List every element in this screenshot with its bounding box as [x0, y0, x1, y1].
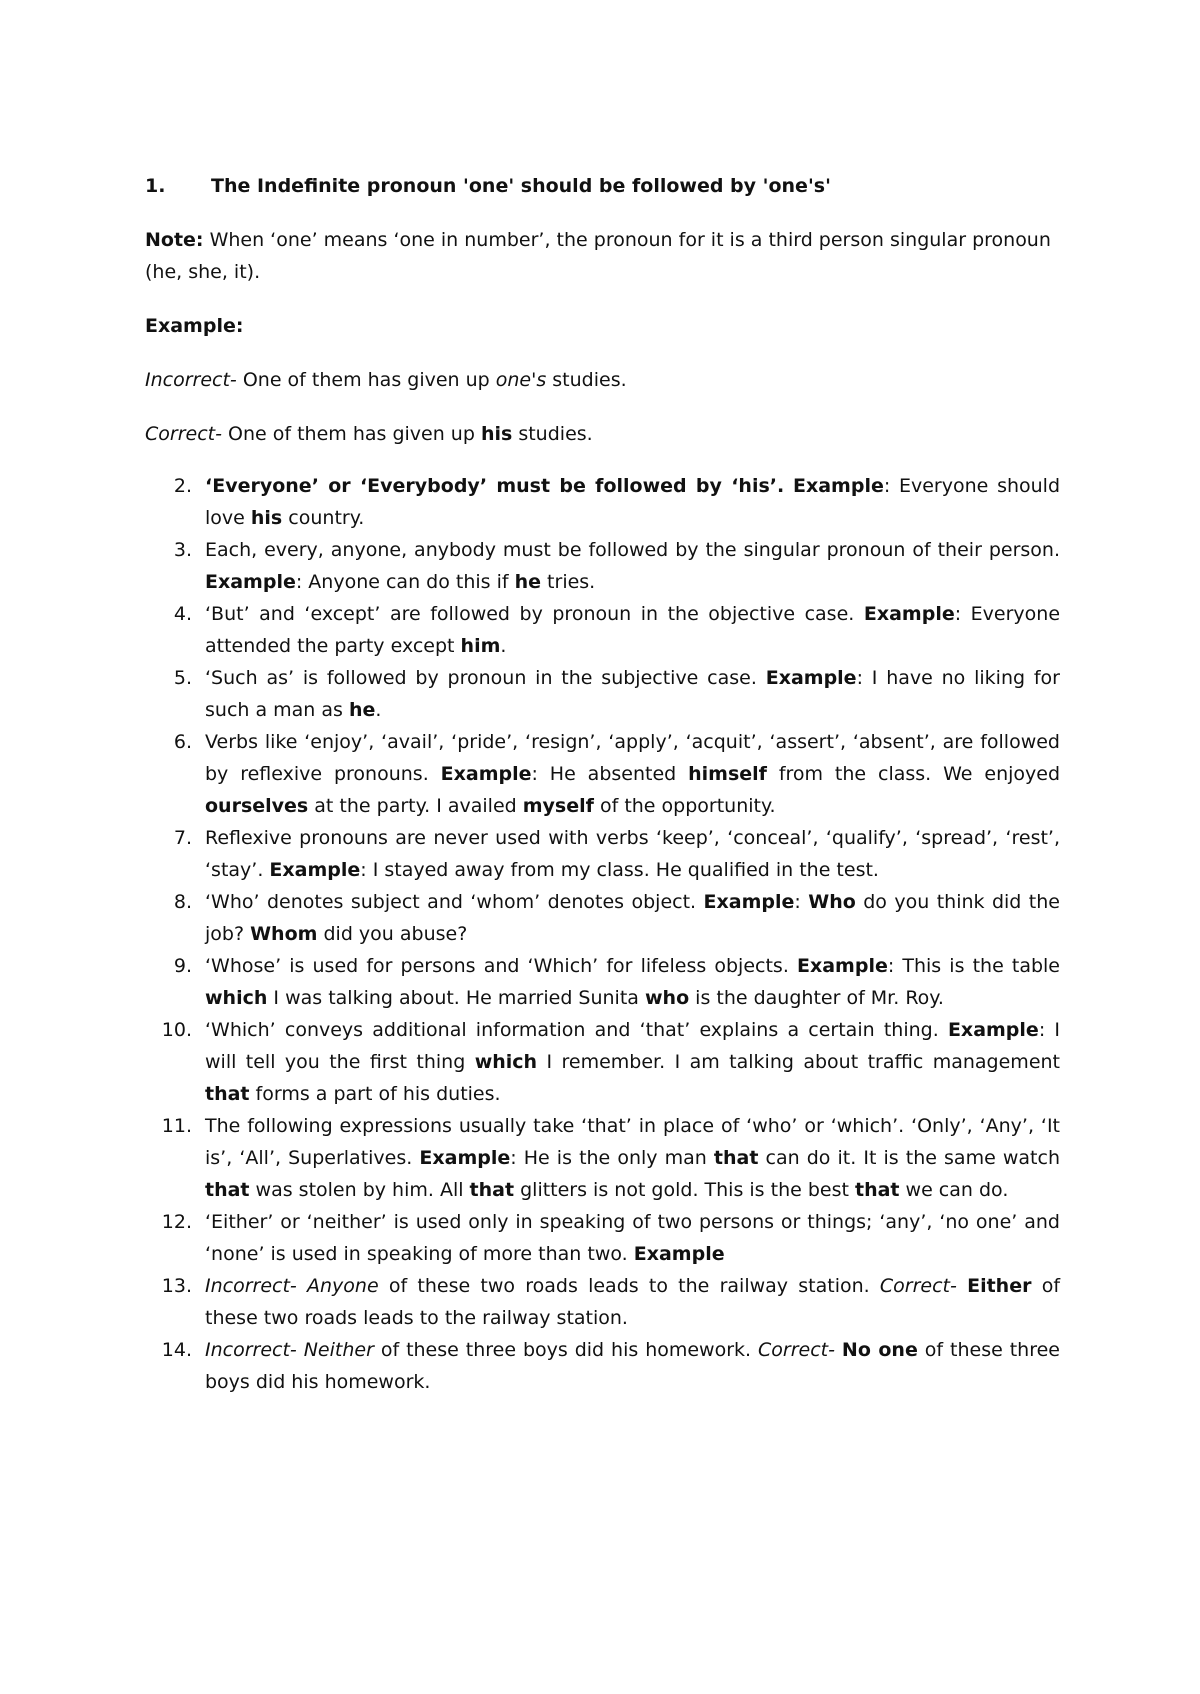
rule-item [132, 726, 1060, 822]
rule-text: country. [282, 507, 365, 529]
rule-text-bold: he [514, 571, 542, 593]
rule-text: of the opportunity. [593, 795, 776, 817]
rule-text-bold: that [205, 1179, 250, 1201]
rule-text-bold: Who [808, 891, 856, 913]
rule-text: ‘Such as’ is followed by pronoun in the subjective case. [205, 667, 766, 689]
rule-text-italic: Incorrect- Neither [205, 1339, 374, 1361]
rule-number: 5. [173, 667, 192, 689]
rule-text-italic: Correct- [879, 1275, 957, 1297]
heading-number: 1. [145, 175, 166, 197]
rule-text: of these two roads leads to the railway station. [378, 1275, 880, 1297]
note-text: When ‘one’ means ‘one in number’, the pronoun for it is a third person singular pronoun (he, she, it). [145, 229, 1051, 283]
rule-text: at the party. I availed [308, 795, 523, 817]
rule-text [784, 475, 793, 497]
rule-text-bold: Whom [250, 923, 318, 945]
rule-number: 10. [161, 1019, 192, 1041]
rule-item [132, 1206, 1060, 1270]
rule-number: 12. [161, 1211, 192, 1233]
rule-text: Each, every, anyone, anybody must be followed by the singular pronoun of their person. [205, 539, 1060, 561]
note-label: Note: [145, 229, 204, 251]
rule-text: : Everyone attended the party except [205, 603, 1061, 657]
rule-text-bold: Example [863, 603, 955, 625]
rule-text-bold: Example [792, 475, 884, 497]
rule-text: . [375, 699, 382, 721]
rule-text: : I stayed away from my class. He qualified in the test. [360, 859, 879, 881]
rule-number: 2. [173, 475, 192, 497]
incorrect-pre: One of them has given up [236, 369, 496, 391]
rule-text-bold: Example [796, 955, 888, 977]
rule-number: 6. [173, 731, 192, 753]
rule-text: : I have no liking for such a man as [205, 667, 1060, 721]
rule-item [132, 950, 1060, 1014]
rule-item [132, 1014, 1060, 1110]
rule-text-bold: which [474, 1051, 538, 1073]
rule-text-bold: Example [947, 1019, 1039, 1041]
rule-text-bold: Example [205, 571, 296, 593]
rule-text: did you abuse? [317, 923, 468, 945]
correct-pre: One of them has given up [221, 423, 481, 445]
rule-text: Verbs like ‘enjoy’, ‘avail’, ‘pride’, ‘resign’, ‘apply’, ‘acquit’, ‘assert’, ‘absent’, are followed by reflexive pronouns. [205, 731, 1060, 785]
correct-example [145, 418, 1060, 450]
incorrect-post: studies. [546, 369, 627, 391]
incorrect-emphasis: one's [495, 369, 547, 391]
rule-text-bold: Either [967, 1275, 1032, 1297]
rule-text: : Everyone should love [205, 475, 1061, 529]
rule-text-italic: Correct- [758, 1339, 835, 1361]
rule-text: ‘But’ and ‘except’ are followed by pronoun in the objective case. [205, 603, 864, 625]
rule-text: : He absented [531, 763, 689, 785]
rule-item [132, 470, 1060, 534]
rule-text [835, 1339, 842, 1361]
heading-text: The Indefinite pronoun 'one' should be followed by 'one's' [211, 175, 831, 197]
rule-number: 14. [161, 1339, 192, 1361]
rule-text-bold: who [644, 987, 690, 1009]
rule-text: I remember. I am talking about traffic management [537, 1051, 1060, 1073]
rule-item [132, 534, 1060, 598]
note-paragraph [145, 224, 1060, 288]
rule-text: : Anyone can do this if [295, 571, 515, 593]
rule-text-bold: he [348, 699, 376, 721]
rule-text: was stolen by him. All [249, 1179, 470, 1201]
rule-text: : I will tell you the first thing [205, 1019, 1061, 1073]
rule-text: . [500, 635, 507, 657]
rules-list [140, 470, 1060, 1398]
rule-text-bold: Example [269, 859, 361, 881]
rule-text-bold: which [205, 987, 268, 1009]
rule-text: of these two roads leads to the railway station. [205, 1275, 1061, 1329]
rule-item [132, 1334, 1060, 1398]
rule-text: : This is the table [887, 955, 1060, 977]
rule-text: tries. [541, 571, 596, 593]
rule-text-bold: his [250, 507, 283, 529]
rule-text-italic: Incorrect- Anyone [205, 1275, 379, 1297]
rule-text-bold: that [469, 1179, 515, 1201]
correct-emphasis: his [480, 423, 513, 445]
rule-item [132, 662, 1060, 726]
rule-text: ‘Whose’ is used for persons and ‘Which’ for lifeless objects. [205, 955, 797, 977]
rule-text: : [794, 891, 809, 913]
rule-text: The following expressions usually take ‘that’ in place of ‘who’ or ‘which’. ‘Only’, ‘Any’, ‘It is’, ‘All’, Superlatives. [205, 1115, 1060, 1169]
correct-post: studies. [512, 423, 593, 445]
rule-text-bold: Example [633, 1243, 725, 1265]
rule-text [957, 1275, 967, 1297]
rule-number: 8. [173, 891, 192, 913]
rule-item [132, 1270, 1060, 1334]
example-heading [145, 310, 1060, 342]
rule-text-bold: that [205, 1083, 250, 1105]
rule-text: can do it. It is the same watch [758, 1147, 1060, 1169]
rule-text: from the class. We enjoyed [766, 763, 1061, 785]
rule-text: we can do. [899, 1179, 1009, 1201]
rule-text: Reflexive pronouns are never used with verbs ‘keep’, ‘conceal’, ‘qualify’, ‘spread’, ‘rest’, ‘stay’. [205, 827, 1060, 881]
rule-number: 11. [161, 1115, 192, 1137]
rule-text: is the daughter of Mr. Roy. [689, 987, 944, 1009]
rule-text: do you think did the job? [205, 891, 1060, 945]
rule-number: 13. [161, 1275, 192, 1297]
incorrect-label: Incorrect- [145, 369, 237, 391]
incorrect-example [145, 364, 1060, 396]
rule-text-bold: No one [841, 1339, 918, 1361]
rule-text-bold: Example [703, 891, 795, 913]
rule-text-bold: ourselves [205, 795, 309, 817]
rule-number: 4. [173, 603, 192, 625]
example-label: Example: [145, 315, 244, 337]
rule-item [132, 1110, 1060, 1206]
rule-item [132, 822, 1060, 886]
rule-text-bold: myself [522, 795, 594, 817]
rule-text-bold: him [460, 635, 501, 657]
rule-text: : He is the only man [510, 1147, 714, 1169]
rule-text: glitters is not gold. This is the best [514, 1179, 855, 1201]
rule-number: 9. [173, 955, 192, 977]
rule-item [132, 598, 1060, 662]
rule-text-bold: that [854, 1179, 900, 1201]
rule-text: ‘Either’ or ‘neither’ is used only in speaking of two persons or things; ‘any’, ‘no one’ and ‘none’ is used in speaking of more than two. [205, 1211, 1060, 1265]
rule-text: of these three boys did his homework. [205, 1339, 1060, 1393]
rule-text: I was talking about. He married Sunita [267, 987, 645, 1009]
rule-text: forms a part of his duties. [249, 1083, 501, 1105]
rule-text-bold: Example [440, 763, 532, 785]
rule-text-bold: that [713, 1147, 759, 1169]
rule-text-bold: Example [765, 667, 857, 689]
rule-text-bold: ‘Everyone’ or ‘Everybody’ must be followed by ‘his’. [205, 475, 785, 497]
correct-label: Correct- [145, 423, 222, 445]
rule-number: 7. [173, 827, 192, 849]
rule-item [132, 886, 1060, 950]
rule-text: ‘Which’ conveys additional information and ‘that’ explains a certain thing. [205, 1019, 948, 1041]
rule-text-bold: Example [419, 1147, 511, 1169]
document-body [145, 170, 1060, 1398]
rule-text: of these three boys did his homework. [373, 1339, 759, 1361]
rule-text-bold: himself [688, 763, 767, 785]
rule-number: 3. [173, 539, 192, 561]
rule-text: ‘Who’ denotes subject and ‘whom’ denotes object. [205, 891, 704, 913]
rule-heading [145, 170, 1060, 202]
